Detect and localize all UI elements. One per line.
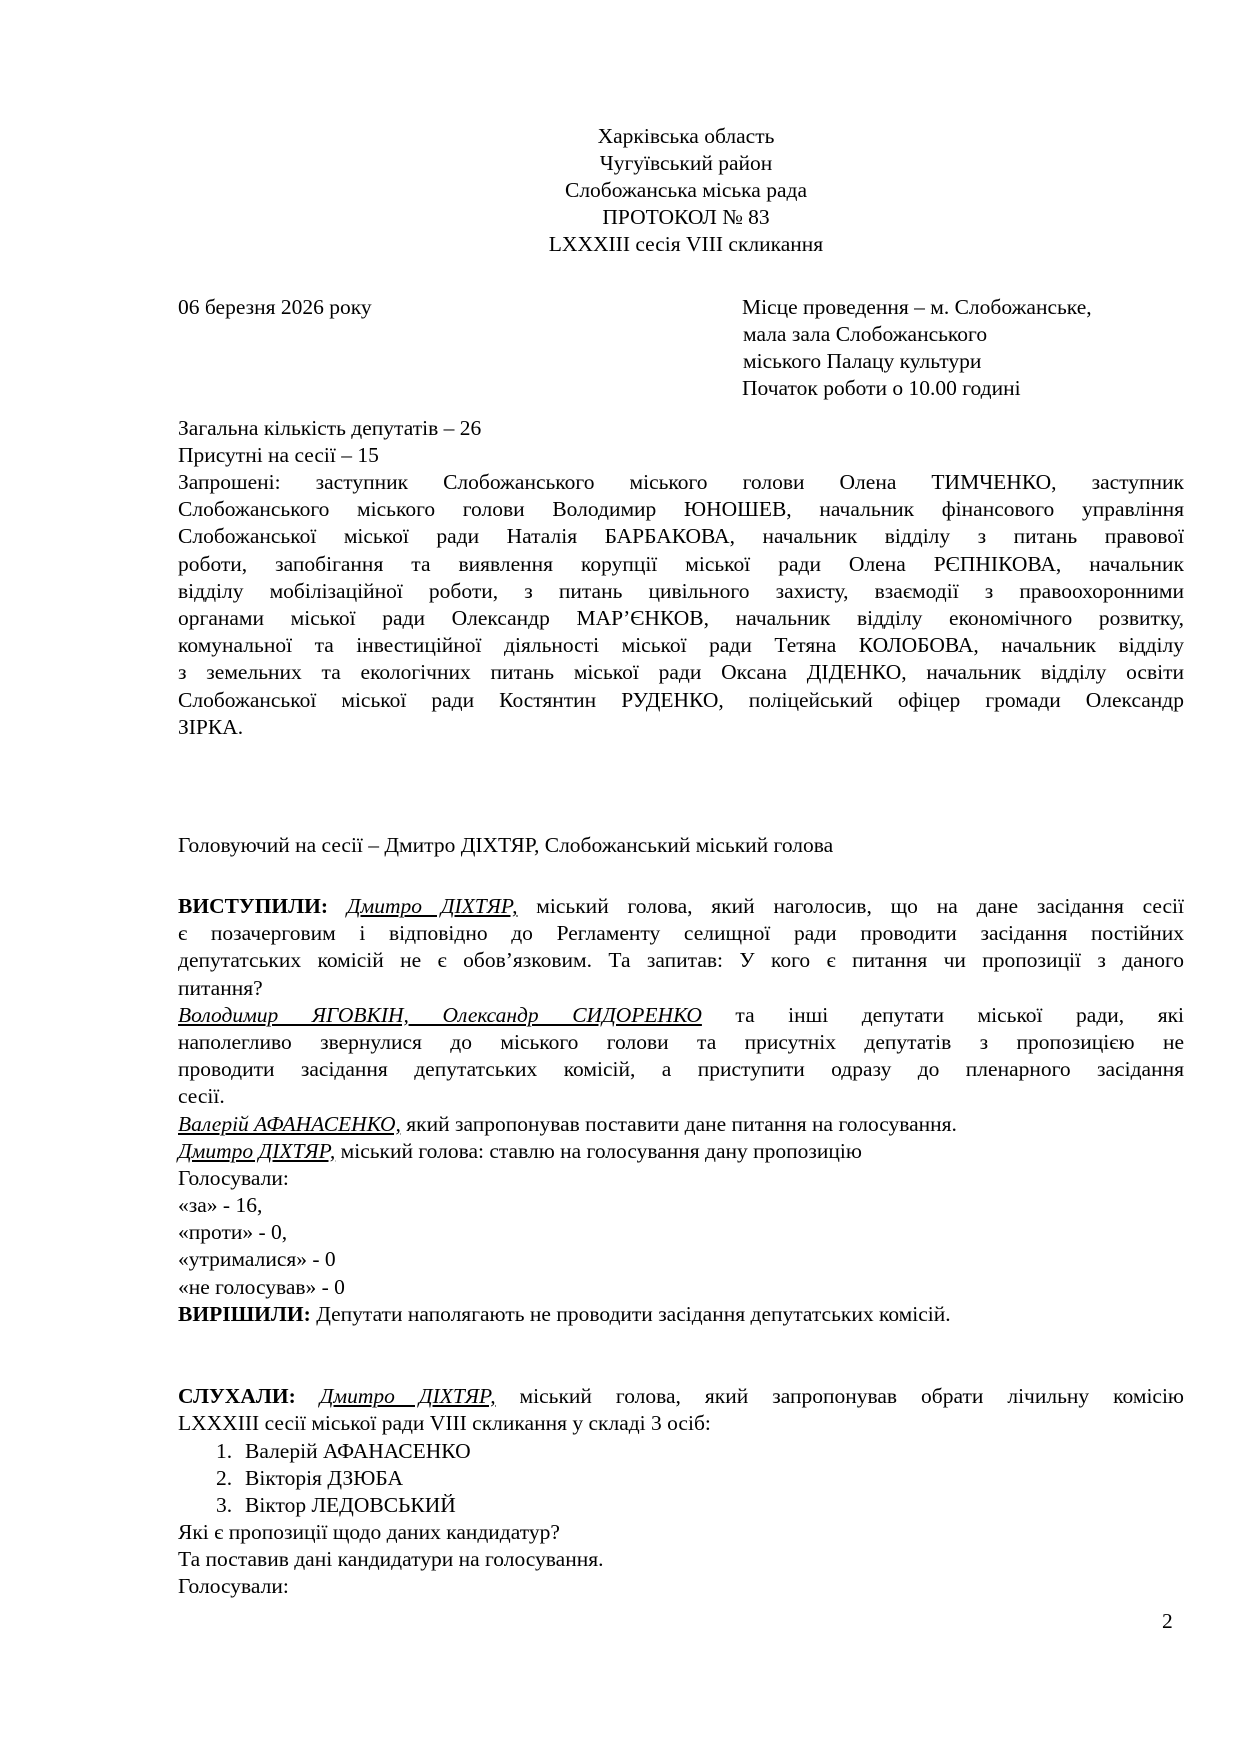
deputies-line: проводити засідання депутатських комісій, а приступити одразу до пленарного засідання xyxy=(178,1057,1184,1082)
district-line: Чугуївський район xyxy=(599,151,773,175)
meeting-location xyxy=(742,294,1092,402)
decided-label: ВИРІШИЛИ: xyxy=(178,1301,311,1326)
deputies-line: наполегливо звернулися до міського голови та присутніх депутатів з пропозицією не xyxy=(178,1029,1184,1054)
present-deputies: Присутні на сесії – 15 xyxy=(178,443,379,467)
voted-label: Голосували: xyxy=(178,1165,289,1190)
section-heard xyxy=(178,1383,1184,1437)
meeting-date: 06 березня 2026 року xyxy=(178,295,372,319)
afanasenko-text: який запропонував поставити дане питання на голосування. xyxy=(400,1111,957,1136)
chair-text: Головуючий на сесії – Дмитро ДІХТЯР, Слобожанський міський голова xyxy=(178,833,834,857)
deputies-names: Володимир ЯГОВКІН, Олександр СИДОРЕНКО xyxy=(178,1002,702,1027)
vote-against: «проти» - 0, xyxy=(178,1220,288,1245)
candidate-name: Вікторія ДЗЮБА xyxy=(245,1466,403,1490)
chair-line xyxy=(178,832,1184,859)
deputies-text: та інші депутати міської ради, які xyxy=(701,1002,1185,1027)
invited-line: комунальної та інвестиційної діяльності міської ради Тетяна КОЛОБОВА, начальник відділу xyxy=(178,633,1184,658)
invited-paragraph xyxy=(178,469,1184,741)
decided-line xyxy=(178,1301,1184,1328)
spoke-label: ВИСТУПИЛИ: xyxy=(178,894,329,918)
document-header xyxy=(0,123,1240,258)
heard-line xyxy=(178,1383,1184,1410)
speaker-name: Дмитро ДІХТЯР, xyxy=(346,894,518,918)
voted-label: Голосували: xyxy=(178,1574,289,1598)
spoke-line xyxy=(178,893,1184,920)
afanasenko-line xyxy=(178,1111,1184,1138)
heard-text: міський голова, який запропонував обрати лічильну комісію xyxy=(495,1384,1184,1408)
afanasenko-name: Валерій АФАНАСЕНКО, xyxy=(178,1111,401,1136)
invited-line: з земельних та екологічних питань міської ради Оксана ДІДЕНКО, начальник відділу освіти xyxy=(178,660,1184,685)
invited-line: органами міської ради Олександр МАР’ЄНКОВ, начальник відділу економічного розвитку, xyxy=(178,605,1184,630)
list-item xyxy=(178,1438,1184,1465)
invited-line: Слобожанського міського голови Володимир ЮНОШЕВ, начальник фінансового управління xyxy=(178,497,1184,522)
invited-line: Запрошені: заступник Слобожанського міського голови Олена ТИМЧЕНКО, заступник xyxy=(178,470,1184,494)
list-number: 1. xyxy=(216,1439,233,1463)
list-item xyxy=(178,1492,1184,1519)
spoke-line: депутатських комісій не є обов’язковим. Та запитав: У кого є питання чи пропозиції з даного xyxy=(178,948,1184,973)
invited-line: роботи, запобігання та виявлення корупції міської ради Олена РЄПНІКОВА, начальник xyxy=(178,551,1184,576)
spoke-line: питання? xyxy=(178,975,263,1000)
deputies-line: сесії. xyxy=(178,1084,225,1109)
session-line: LXXXIII сесія VIII скликання xyxy=(548,232,824,256)
vote-for: «за» - 16, xyxy=(178,1193,263,1218)
council-line: Слобожанська міська рада xyxy=(564,178,807,202)
mayor-text: міський голова: ставлю на голосування дану пропозицію xyxy=(335,1138,862,1163)
spoke-line: є позачерговим і відповідно до Регламенту селищної ради проводити засідання постійних xyxy=(178,921,1184,946)
heard-name: Дмитро ДІХТЯР, xyxy=(319,1384,496,1408)
put-to-vote-line: Та поставив дані кандидатури на голосування. xyxy=(178,1547,604,1571)
candidates-block xyxy=(178,1438,1184,1600)
vote-abstained: «утрималися» - 0 xyxy=(178,1247,336,1272)
start-time-line: Початок роботи о 10.00 годині xyxy=(742,376,1021,400)
candidate-name: Віктор ЛЕДОВСЬКИЙ xyxy=(245,1493,456,1517)
list-number: 2. xyxy=(216,1466,233,1490)
spoke-text: міський голова, який наголосив, що на дане засідання сесії xyxy=(517,894,1184,918)
candidate-list xyxy=(178,1438,1184,1519)
location-line: міського Палацу культури xyxy=(743,349,982,373)
vote-not-voted: «не голосував» - 0 xyxy=(178,1274,345,1299)
list-number: 3. xyxy=(216,1493,233,1517)
invited-line: Слобожанської міської ради Костянтин РУДЕНКО, поліцейський офіцер громади Олександр xyxy=(178,687,1184,712)
total-deputies: Загальна кількість депутатів – 26 xyxy=(178,416,482,440)
mayor-name: Дмитро ДІХТЯР, xyxy=(178,1138,336,1163)
page-number: 2 xyxy=(1162,1609,1173,1633)
section-spoke xyxy=(178,893,1184,1328)
invited-line: відділу мобілізаційної роботи, з питань цивільного захисту, взаємодії з правоохоронними xyxy=(178,578,1184,603)
attendance-block xyxy=(178,415,1184,469)
location-line: мала зала Слобожанського xyxy=(743,322,988,346)
protocol-title: ПРОТОКОЛ № 83 xyxy=(602,205,770,229)
heard-label: СЛУХАЛИ: xyxy=(178,1384,296,1408)
location-line: Місце проведення – м. Слобожанське, xyxy=(742,295,1092,319)
decided-text: Депутати наполягають не проводити засідання депутатських комісій. xyxy=(310,1301,951,1326)
list-item xyxy=(178,1465,1184,1492)
candidates-question: Які є пропозиції щодо даних кандидатур? xyxy=(178,1520,560,1544)
invited-line: Слобожанської міської ради Наталія БАРБАКОВА, начальник відділу з питань правової xyxy=(178,524,1184,549)
mayor-line xyxy=(178,1138,1184,1165)
heard-line: LXXXIII сесії міської ради VIII скликання у складі 3 осіб: xyxy=(178,1411,711,1436)
region-line: Харківська область xyxy=(597,124,775,148)
invited-line: ЗІРКА. xyxy=(178,714,244,739)
deputies-line xyxy=(178,1002,1184,1029)
candidate-name: Валерій АФАНАСЕНКО xyxy=(245,1439,471,1463)
